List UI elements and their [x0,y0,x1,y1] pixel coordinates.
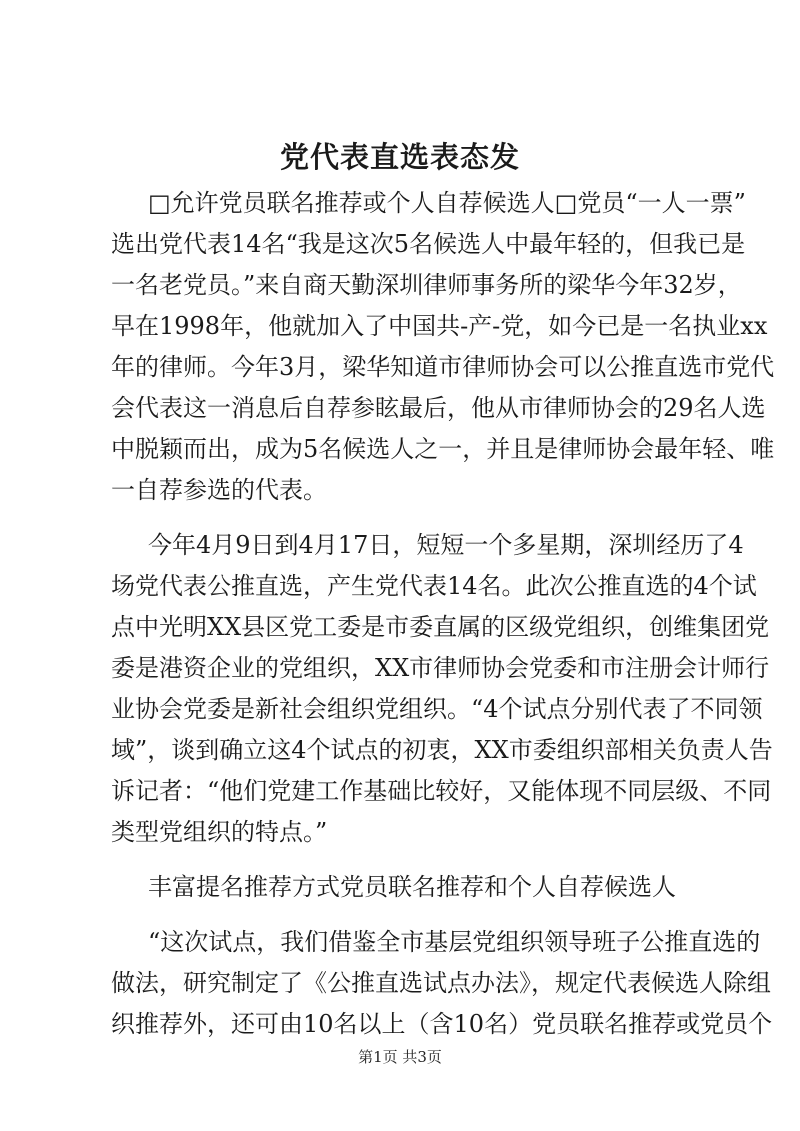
text-line: 类型党组织的特点。” [111,818,328,846]
text-line: 诉记者：“他们党建工作基础比较好，又能体现不同层级、不同 [111,777,772,805]
text-line: 一名老党员。”来自商天勤深圳律师事务所的梁华今年32岁， [111,271,742,299]
text-line: 场党代表公推直选，产生党代表14名。此次公推直选的4个试 [111,572,757,600]
text-line: 选出党代表14名“我是这次5名候选人中最年轻的，但我已是 [111,230,746,258]
text-line: 会代表这一消息后自荐参眩最后，他从市律师协会的29名人选 [111,394,766,422]
text-line: 织推荐外，还可由10名以上（含10名）党员联名推荐或党员个 [111,1010,773,1038]
text-line: 丰富提名推荐方式党员联名推荐和个人自荐候选人 [148,873,676,901]
text-line: 年的律师。今年3月，梁华知道市律师协会可以公推直选市党代 [111,353,775,381]
text-line: 点中光明XX县区党工委是市委直属的区级党组织，创维集团党 [111,613,770,641]
document-body [111,183,775,1045]
text-line: “这次试点，我们借鉴全市基层党组织领导班子公推直选的 [148,928,761,956]
text-line: □允许党员联名推荐或个人自荐候选人□党员“一人一票” [148,189,746,217]
text-line: 早在1998年，他就加入了中国共-产-党，如今已是一名执业xx [111,312,768,340]
text-line: 业协会党委是新社会组织党组织。“4个试点分别代表了不同领 [111,695,763,723]
paragraph-1 [111,183,775,511]
page-footer [0,1047,800,1067]
text-line: 委是港资企业的党组织，XX市律师协会党委和市注册会计师行 [111,654,770,682]
text-line: 中脱颖而出，成为5名候选人之一，并且是律师协会最年轻、唯 [111,435,775,463]
text-line: 域”，谈到确立这4个试点的初衷，XX市委组织部相关负责人告 [111,736,773,764]
text-line: 一自荐参选的代表。 [111,476,327,504]
paragraph-3 [111,867,701,908]
page-number-label: 第1页 共3页 [358,1048,442,1066]
paragraph-gap [111,908,701,922]
text-line: 做法，研究制定了《公推直选试点办法》，规定代表候选人除组 [111,969,771,997]
paragraph-gap [111,853,701,867]
paragraph-2 [111,525,773,853]
paragraph-4 [111,922,773,1045]
text-line: 今年4月9日到4月17日，短短一个多星期，深圳经历了4 [148,531,744,559]
document-title: 党代表直选表态发 [279,140,520,174]
paragraph-gap [111,511,701,525]
